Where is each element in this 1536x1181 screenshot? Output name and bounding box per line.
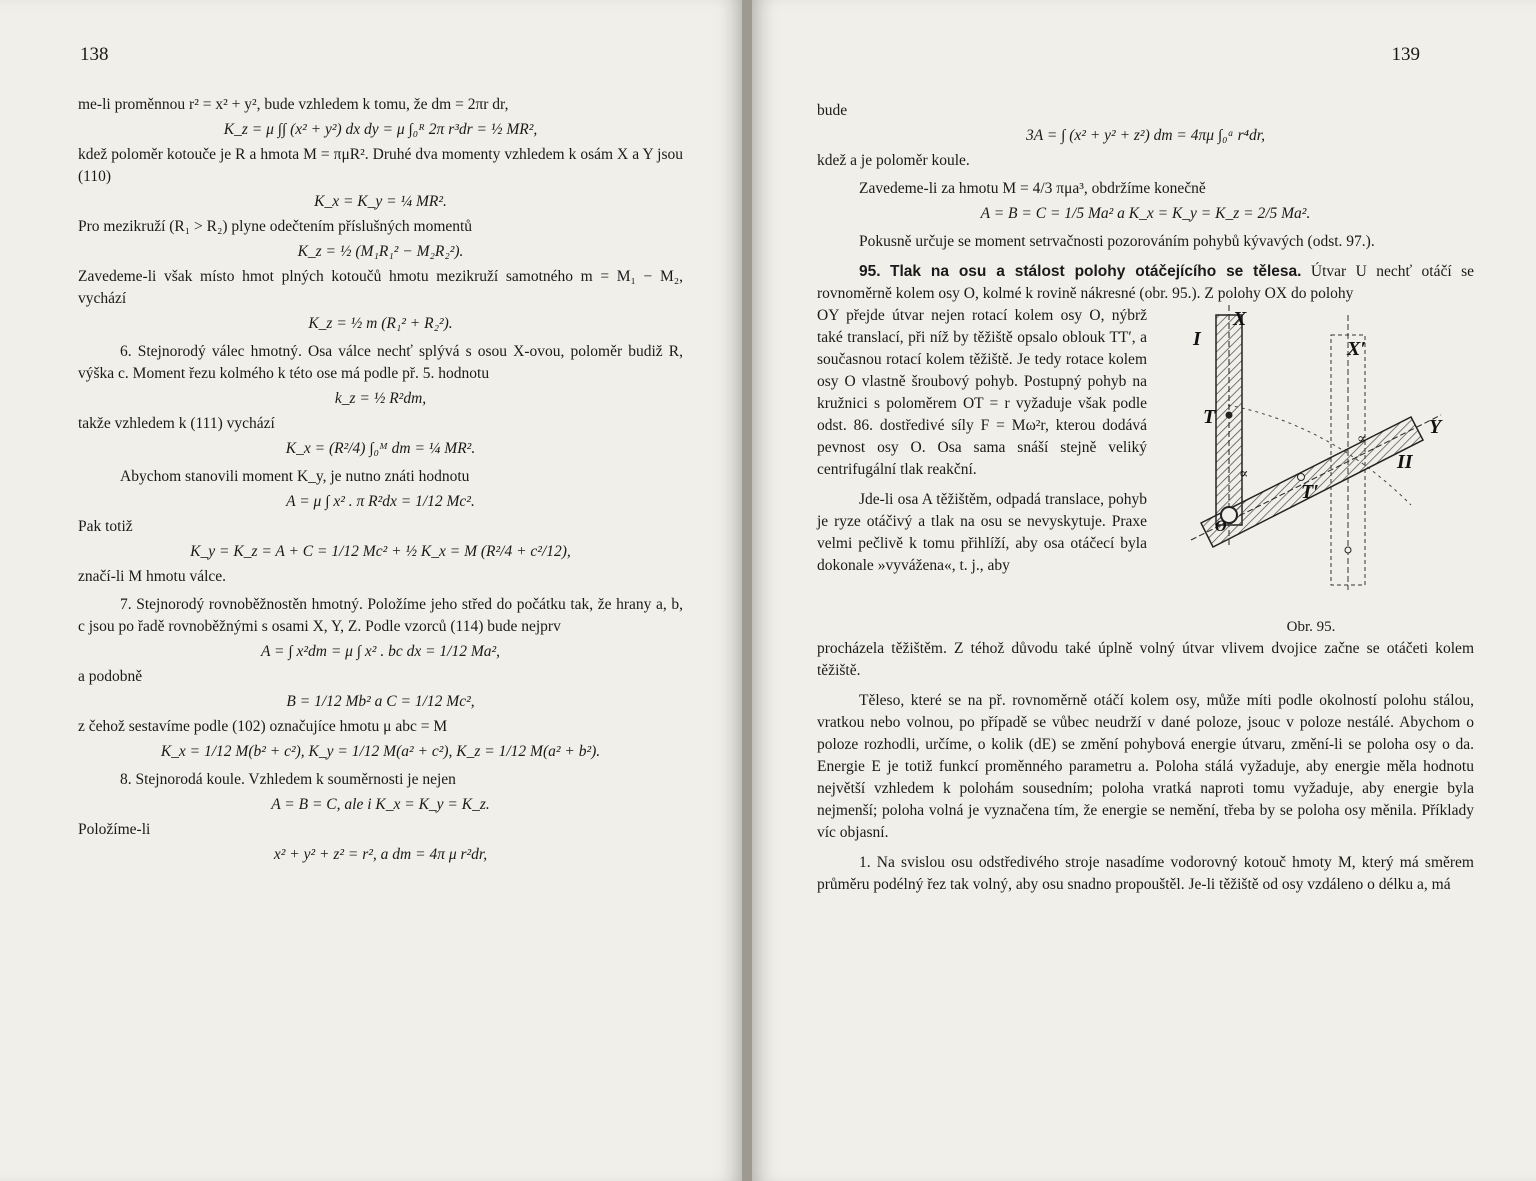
equation: A = ∫ x²dm = μ ∫ x² . bc dx = 1/12 Ma², (260, 643, 501, 660)
section-title: Tlak na osu a stálost polohy otáčejícího se tělesa. (890, 263, 1302, 280)
figure-wrap-block (817, 305, 1474, 638)
label-alpha-1: ∝ (1239, 466, 1249, 482)
label-T: T (1203, 406, 1216, 428)
equation: A = B = C, ale i K_x = K_y = K_z. (271, 796, 490, 813)
label-X: X (1233, 308, 1247, 330)
figure-caption: Obr. 95. (1286, 619, 1336, 635)
section-intro: Útvar U nechť otáčí se rovnoměrně kolem osy O, kolmé k rovině nákresné (obr. 95.). Z polohy OX do polohy (817, 263, 1475, 302)
text-line: 8. Stejnorodá koule. Vzhledem k souměrnosti je nejen (120, 771, 456, 788)
text-line: z čehož sestavíme podle (102) označujíce hmotu μ abc = M (78, 718, 448, 735)
text-line: takže vzhledem k (111) vychází (78, 415, 275, 432)
page-number-left: 138 (80, 44, 109, 65)
text-line: 7. Stejnorodý rovnoběžnostěn hmotný. Položíme jeho střed do počátku tak, že hrany a, b, c jsou po řadě rovnoběžnými s osami X, Y, Z. Podle vzorců (114) bude nejprv (78, 596, 683, 635)
label-X-prime: X′ (1347, 338, 1366, 360)
text-line: kdež a je poloměr koule. (817, 152, 970, 169)
equation: 3A = ∫ (x² + y² + z²) dm = 4πμ ∫₀ᵃ r⁴dr, (1026, 127, 1265, 144)
text-line: Abychom stanovili moment K_y, je nutno znáti hodnotu (120, 468, 470, 485)
right-column (817, 100, 1474, 896)
wrap-paragraph-1: OY přejde útvar nejen rotací kolem osy O, nýbrž také translací, při níž by těžiště opsalo oblouk TT′, a současnou rotací kolem těžiště. Je tedy rotace kolem osy O vlastně šroubový pohyb. Postupný pohyb na kružnici s poloměrem OT = r vyžaduje však podle odst. 86. dostředivé síly F = Mω²r, kterou dodává pevnost osy O. Osa sama snáší stejně veliký centrifugální tlak reakční. (817, 307, 1147, 478)
equation: K_z = ½ m (R₁² + R₂²). (308, 315, 453, 332)
label-T-prime: T′ (1301, 481, 1319, 503)
text-line: Pak totiž (78, 518, 133, 535)
equation: x² + y² + z² = r², a dm = 4π μ r²dr, (273, 846, 488, 863)
text-line: Zavedeme-li však místo hmot plných kotoučů hmotu mezikruží samotného m = M₁ − M₂, vychází (78, 268, 683, 307)
text-line: Položíme-li (78, 821, 151, 838)
text-line: značí-li M hmotu válce. (78, 568, 227, 585)
equation: K_z = μ ∫∫ (x² + y²) dx dy = μ ∫₀ᴿ 2π r³dr = ½ MR², (223, 121, 538, 138)
text-line: Pokusně určuje se moment setrvačnosti pozorováním pohybů kývavých (odst. 97.). (859, 233, 1375, 250)
equation: K_x = (R²/4) ∫₀ᴹ dm = ¼ MR². (285, 440, 476, 457)
text-line: Zavedeme-li za hmotu M = 4/3 πμa³, obdržíme konečně (859, 180, 1206, 197)
equation: A = B = C = 1/5 Ma² a K_x = K_y = K_z = 2/5 Ma². (980, 205, 1311, 222)
right-top-block (817, 100, 1474, 253)
right-page (752, 0, 1536, 1181)
paragraph-stability: Těleso, které se na př. rovnoměrně otáčí kolem osy, může míti podle okolností polohu stálou, vratkou nebo volnou, po případě se vůbec neudrží v dané poloze, jsouc v poloze nestálé. Abychom o poloze rozhodli, určíme, o kolik (dE) se změní pohybová energie útvaru, změní-li se poloha osy o da. Energie E je totiž funkcí proměnného parametru a. Poloha stálá vyžaduje, aby energie měla hodnotu největší vzhledem k polohám sousedním; poloha vratká naproti tomu vyžaduje, aby energie byla nejmenší; poloha volná je vyznačena tím, že energie se nemění, třeba by se poloha osy měnila. Příklady víc objasní. (817, 692, 1474, 841)
text-line: a podobně (78, 668, 143, 685)
text-line: 6. Stejnorodý válec hmotný. Osa válce nechť splývá s osou X-ovou, poloměr budiž R, výška c. Moment řezu kolmého k této ose má podle př. 5. hodnotu (78, 343, 683, 382)
equation: K_x = 1/12 M(b² + c²), K_y = 1/12 M(a² + c²), K_z = 1/12 M(a² + b²). (160, 743, 601, 760)
wrap-paragraph-2: Jde-li osa A těžištěm, odpadá translace, pohyb je ryze otáčivý a tlak na osu se nevyskytuje. Praxe velmi pečlivě k tomu přihlíží, aby osa otáčecí byla dokonale »vyvážena«, t. j., aby (817, 491, 1147, 574)
label-O: O (1215, 518, 1227, 535)
section-95-heading (817, 261, 1474, 305)
label-II: II (1397, 451, 1413, 473)
after-figure-paragraph: procházela těžištěm. Z téhož důvodu také úplně volný útvar vlivem dvojice začne se otáčeti kolem těžiště. (817, 640, 1474, 679)
text-line: bude (817, 102, 848, 119)
figure-95 (1161, 305, 1461, 638)
label-alpha-2: ∝ (1357, 431, 1367, 447)
figure-95-drawing (1161, 305, 1461, 605)
text-line: Pro mezikruží (R₁ > R₂) plyne odečtením příslušných momentů (78, 218, 473, 235)
equation: k_z = ½ R²dm, (334, 390, 427, 407)
text-line: me-li proměnnou r² = x² + y², bude vzhledem k tomu, že dm = 2πr dr, (78, 96, 509, 113)
page-number-right: 139 (1391, 44, 1420, 65)
text-line: kdež poloměr kotouče je R a hmota M = πμR². Druhé dva momenty vzhledem k osám X a Y jsou (110) (78, 146, 683, 185)
equation: B = 1/12 Mb² a C = 1/12 Mc², (286, 693, 475, 710)
equation: A = μ ∫ x² . π R²dx = 1/12 Mc². (286, 493, 475, 510)
left-column (78, 94, 683, 869)
paragraph-example-1: 1. Na svislou osu odstředivého stroje nasadíme vodorovný kotouč hmoty M, který má směrem průměru podélný řez tak volný, aby osu snadno propouštěl. Je-li těžiště od osy vzdáleno o délku a, má (817, 854, 1474, 893)
wrap-text (817, 305, 1147, 638)
section-number: 95. (859, 263, 881, 280)
label-Y: Y (1429, 416, 1442, 438)
book-gutter (742, 0, 752, 1181)
left-page (0, 0, 742, 1181)
equation: K_x = K_y = ¼ MR². (314, 193, 447, 210)
equation: K_y = K_z = A + C = 1/12 Mc² + ½ K_x = M (R²/4 + c²/12), (190, 543, 571, 560)
label-I: I (1193, 328, 1201, 350)
equation: K_z = ½ (M₁R₁² − M₂R₂²). (297, 243, 464, 260)
